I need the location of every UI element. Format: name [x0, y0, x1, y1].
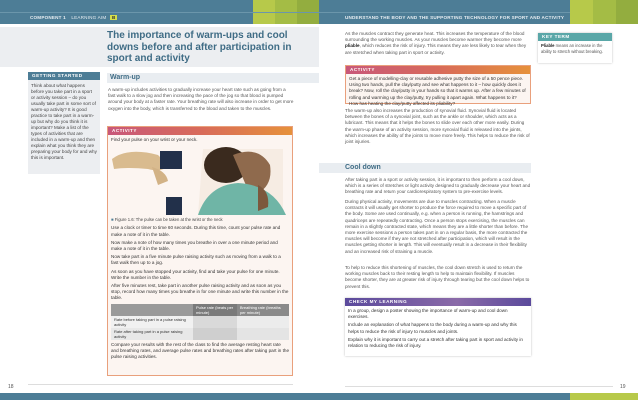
running-head-right: UNDERSTAND THE BODY AND THE SUPPORTING TECHNOLOGY FOR SPORT AND ACTIVITY [345, 15, 565, 20]
banner-block [593, 0, 616, 24]
results-table [111, 304, 289, 340]
key-term-label: KEY TERM [538, 33, 612, 41]
check-my-learning-box [345, 298, 531, 356]
section-heading: Warm-up [110, 74, 141, 81]
banner-block [616, 0, 638, 24]
table-cell-input[interactable] [237, 328, 289, 340]
section-heading: Cool down [345, 164, 381, 171]
key-term-box [538, 33, 612, 63]
page-number: 18 [8, 384, 14, 390]
getting-started-label: GETTING STARTED [28, 72, 100, 80]
check-item: Explain why it is important to carry out a stretch after taking part in sport and activity in relation to reducing the risk of injury. [348, 336, 523, 349]
pulse-illustration [108, 145, 292, 215]
cool-down-paragraph: After taking part in a sport or activity session, it is important to then perform a cool down, which is a series of stretches or light activity designed to gradually decrease your heart and breathing rate and return your cardiorespiratory system to pre-exercise levels. [345, 177, 531, 195]
bottom-banner [0, 393, 570, 400]
learning-aim-label: LEARNING AIM [71, 15, 107, 20]
table-row [111, 316, 289, 328]
bottom-banner-block [570, 393, 638, 400]
activity-box-2 [345, 65, 531, 104]
table-cell: Rate before taking part in a pulse raising activity [114, 316, 186, 327]
table-cell-input[interactable] [193, 316, 237, 328]
getting-started-text: Think about what happens before you take part in a sport or activity session – do you usually take part in some sort of warm-up activity? It is good practice to take part in a warm-up but why do you think it is important? Make a list of the types of activities that are included in a warm-up and then explain what you think they are preparing your body for and why this is important. [31, 83, 97, 160]
table-header [111, 304, 193, 316]
activity-step: Now make a note of how many times you breathe in over a one minute period and make a note of it in the table. [111, 239, 278, 252]
page-title: The importance of warm-ups and cool downs before and after participation in sport and activity [107, 30, 292, 64]
muscles-paragraph: During physical activity, movements are due to muscles contracting. When a muscle contracts it will usually get shorter to produce the force required to move a specific part of the body. Some are used continually, e.g. when a person is running, the hamstrings and quadriceps are repeatedly contracting. Once a person stops exercising, the muscles can remain in a slightly contracted state, which means they are a little shorter than before. The more exercise sessions a person takes part in on a regular basis, the more contracted the muscles will become if they are not stretched after participation, which will result in the muscles getting shorter in length. This will eventually result in a decrease in their flexibility and an increased risk of straining a muscle. [345, 199, 528, 254]
table-row [111, 328, 289, 340]
check-item: Include an explanation of what happens to the body during a warm-up and why this helps to reduce the risk of injury to muscles and joints. [348, 322, 517, 334]
page-number: 19 [620, 384, 626, 390]
table-cell: Rate after taking part in a pulse raising activity [114, 328, 183, 339]
key-term-highlight: pliable [345, 43, 360, 49]
key-term-word: Pliable [541, 43, 555, 48]
stretch-paragraph: To help to reduce this shortening of muscles, the cool down stretch is used to return the working muscles back to their resting length to help to maintain flexibility. If muscles become shorter, they are at greater risk of injury through tearing but the cool down helps to prevent this. [345, 265, 530, 289]
activity-step: As soon as you have stopped your activity, find and take your pulse for one minute. Write the number in the table. [111, 268, 280, 280]
check-my-learning-label: CHECK MY LEARNING [345, 298, 531, 306]
heat-paragraph [345, 31, 531, 56]
text-run: As the muscles contract they generate heat. This increases the temperature of the blood surrounding the working muscles. As your muscles become warmer they become more [345, 31, 525, 43]
key-term-definition: means an increase in the ability to stretch without breaking. [541, 43, 603, 54]
activity-box [107, 126, 293, 376]
component-label: COMPONENT 1 [30, 15, 66, 20]
check-item: In a group, design a poster showing the importance of warm-up and cool down exercises. [348, 308, 508, 320]
caption-bullet-icon: ■ [111, 217, 115, 223]
activity-step: After five minutes rest, take part in another pulse raising activity and as soon as you stop, record how many times you breathe in for one minute and write this number in the table. [111, 283, 289, 301]
figure-caption [108, 215, 292, 225]
synovial-paragraph: The warm-up also increases the production of synovial fluid. Synovial fluid is located between the bones of a synovial joint, such as the ankle or shoulder, which acts as a lubricant. This means that it helps the bones to slide over each other more easily. During the warm-up phase of an activity session, more synovial fluid is released into the joints, which increases the ability of the joints to move more freely. This helps to reduce the risk of joint injuries. [345, 108, 530, 145]
caption-text: Figure 1.6: The pulse can be taken at the wrist or the neck [114, 217, 223, 223]
table-header-row [111, 304, 289, 316]
table-cell-input[interactable] [193, 328, 237, 340]
table-header: Pulse rate (beats per minute) [193, 304, 237, 316]
banner-block [570, 0, 593, 24]
intro-paragraph: A warm-up includes activities to gradually increase your heart rate such as going from a fast walk to a slow jog and then increasing the pace of the jog so that blood is pumped around your body at a faster rate. Your breathing rate will also increase in order to get more oxygen into the body, which is transferred to the blood and taken to the muscles. [108, 87, 294, 111]
learning-aim-badge: B [111, 15, 116, 20]
activity-closing: Compare your results with the rest of the class to find the average resting heart rate and breathing rates, and average pulse rates and breathing rates after taking part in the pulse raising activities. [111, 341, 289, 360]
running-head-left [30, 12, 117, 24]
activity-step: Now take part in a five minute pulse raising activity such as moving from a walk to a fast walk then up to a jog. [111, 254, 281, 266]
activity-step: Use a clock or timer to time 60 seconds. During this time, count your pulse rate and make a note of it in the table. [111, 225, 281, 237]
footer-rule [28, 384, 293, 385]
activity-steps [108, 225, 292, 301]
footer-rule [345, 386, 613, 387]
table-cell-input[interactable] [237, 316, 289, 328]
getting-started-box [28, 72, 100, 174]
warm-up-band [107, 73, 319, 83]
activity-instruction: Find your pulse on your wrist or your neck. [111, 137, 198, 142]
activity-label: ACTIVITY [346, 66, 530, 74]
text-run: , which reduces the risk of injury. This means they are less likely to tear when they are stretched when taking part in sport or activity. [345, 43, 527, 55]
activity-text: Get a piece of modelling-clay or reusable adhesive putty the size of a 50 pence piece. Using two hands, pull the clay/putty and see what happens to it – how quickly does it break? Now, roll the clay/putty in your hands so that it warms up. After a few minutes of rolling and warming up the clay/putty, try pulling it apart again. What happens to it? How has heating the clay/putty affected its pliability? [349, 76, 526, 106]
activity-label: ACTIVITY [108, 127, 292, 135]
table-header: Breathing rate (breaths per minute) [237, 304, 289, 316]
cool-down-band [319, 163, 531, 173]
